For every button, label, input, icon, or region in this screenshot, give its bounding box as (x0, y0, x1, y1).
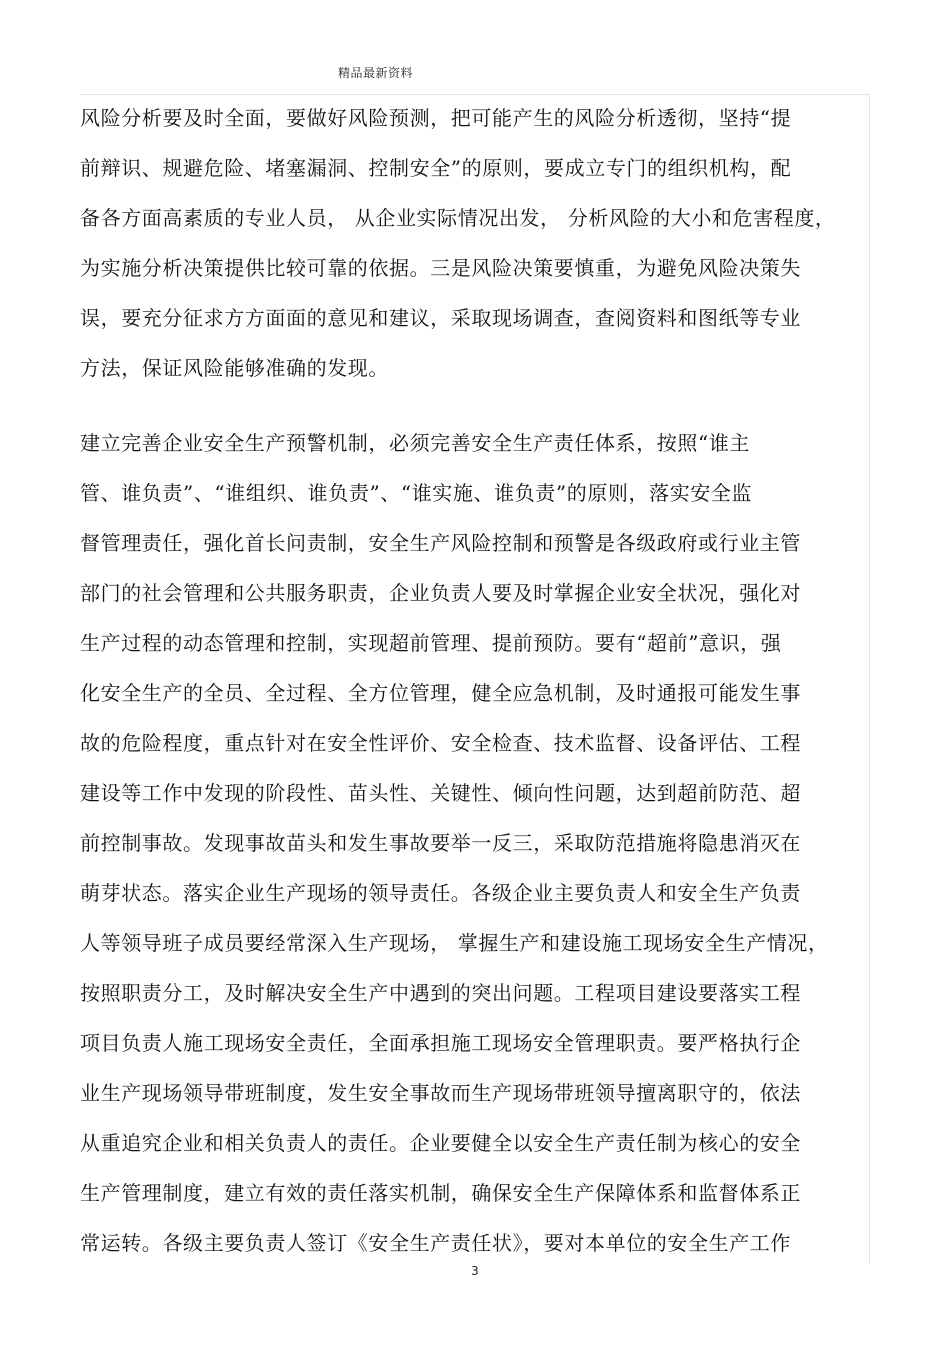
body-line: 方法，保证风险能够准确的发现。 (80, 356, 389, 380)
header-divider (80, 94, 870, 95)
body-line: 误，要充分征求方方面面的意见和建议，采取现场调查，查阅资料和图纸等专业 (80, 306, 801, 330)
body-line: 督管理责任，强化首长问责制，安全生产风险控制和预警是各级政府或行业主管 (80, 531, 801, 555)
body-line: 人等领导班子成员要经常深入生产现场， 掌握生产和建设施工现场安全生产情况， (80, 931, 829, 955)
page-number: 3 (471, 1264, 479, 1278)
body-line: 部门的社会管理和公共服务职责，企业负责人要及时掌握企业安全状况，强化对 (80, 581, 801, 605)
body-line: 化安全生产的全员、全过程、全方位管理，健全应急机制，及时通报可能发生事 (80, 681, 801, 705)
body-line: 萌芽状态。落实企业生产现场的领导责任。各级企业主要负责人和安全生产负责 (80, 881, 801, 905)
body-line: 从重追究企业和相关负责人的责任。企业要健全以安全生产责任制为核心的安全 (80, 1131, 801, 1155)
body-line: 生产过程的动态管理和控制，实现超前管理、提前预防。要有“超前”意识，强 (80, 631, 782, 655)
body-line: 管、谁负责”、“谁组织、谁负责”、“谁实施、谁负责”的原则，落实安全监 (80, 481, 753, 505)
body-line: 项目负责人施工现场安全责任，全面承担施工现场安全管理职责。要严格执行企 (80, 1031, 801, 1055)
body-line: 故的危险程度，重点针对在安全性评价、安全检查、技术监督、设备评估、工程 (80, 731, 801, 755)
body-line: 建设等工作中发现的阶段性、苗头性、关键性、倾向性问题，达到超前防范、超 (80, 781, 801, 805)
body-line: 前辩识、规避危险、堵塞漏洞、控制安全”的原则，要成立专门的组织机构，配 (80, 156, 792, 180)
right-margin-rule (869, 94, 870, 1264)
body-line: 为实施分析决策提供比较可靠的依据。三是风险决策要慎重，为避免风险决策失 (80, 256, 801, 280)
body-line: 按照职责分工，及时解决安全生产中遇到的突出问题。工程项目建设要落实工程 (80, 981, 801, 1005)
body-line: 备各方面高素质的专业人员， 从企业实际情况出发， 分析风险的大小和危害程度， (80, 206, 836, 230)
body-line: 业生产现场领导带班制度，发生安全事故而生产现场带班领导擅离职守的，依法 (80, 1081, 801, 1105)
body-line: 风险分析要及时全面，要做好风险预测，把可能产生的风险分析透彻，坚持“提 (80, 106, 792, 130)
body-line: 常运转。各级主要负责人签订《安全生产责任状》，要对本单位的安全生产工作 (80, 1231, 791, 1255)
body-line: 生产管理制度，建立有效的责任落实机制，确保安全生产保障体系和监督体系正 (80, 1181, 801, 1205)
page-header: 精品最新资料 (338, 66, 414, 80)
body-line: 建立完善企业安全生产预警机制，必须完善安全生产责任体系，按照“谁主 (80, 431, 751, 455)
body-line: 前控制事故。发现事故苗头和发生事故要举一反三，采取防范措施将隐患消灭在 (80, 831, 801, 855)
